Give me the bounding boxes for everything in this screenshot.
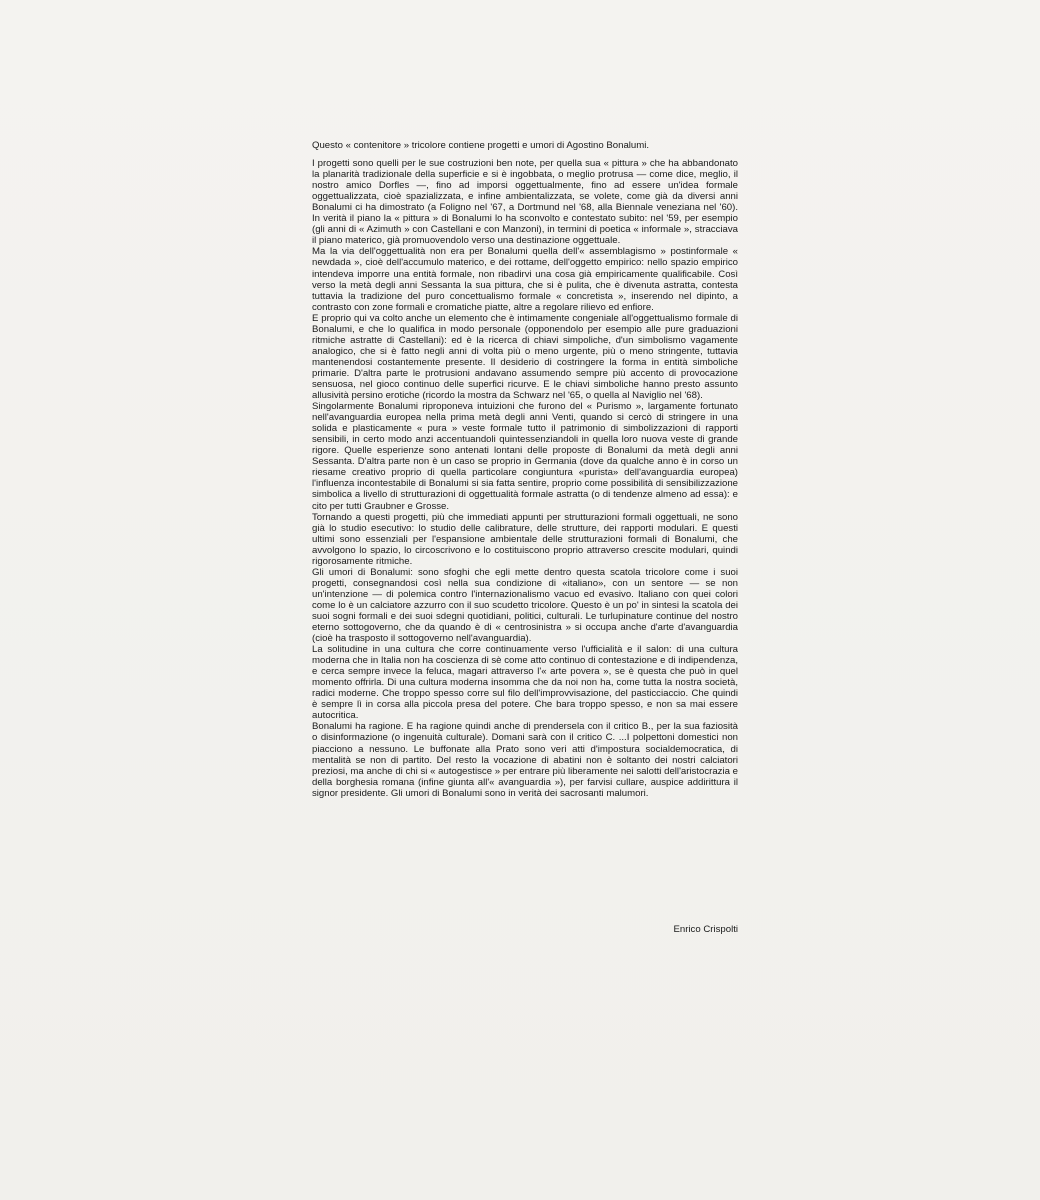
paragraph-3: E proprio qui va colto anche un elemento che è intimamente congeniale all'oggettualismo formale di Bonalumi, e che lo qualifica in modo personale (opponendolo per esempio alle pure graduazioni ritmiche astratte di Castellani): ed è la ricerca di chiavi simpoliche, d'un simbolismo vagamente analogico, che si è fatto negli anni di volta più o meno urgente, più o meno stringente, tuttavia mantenendosi costantemente presente. Il desiderio di costringere la forma in entità simboliche primarie. D'altra parte le protrusioni andavano assumendo sempre più accento di provocazione sensuosa, nel gioco continuo delle superfici ricurve. E le chiavi simboliche hanno presto assunto allusività persino erotiche (ricordo la mostra da Schwarz nel '65, o quella al Naviglio nel '68).	[312, 312, 738, 402]
paragraph-2: Ma la via dell'oggettualità non era per Bonalumi quella dell'« assemblagismo » postinformale « newdada », cioè dell'accumulo materico, e dei rottame, dell'oggetto empirico: nello spazio empirico intendeva imporre una entità formale, non ribadirvi una cosa già empiricamente qualificabile. Così verso la metà degli anni Sessanta la sua pittura, che si è pulita, che è divenuta astratta, contesta tuttavia la tradizione del puro concettualismo formale « concretista », inserendo nel dipinto, a contrasto con zone formali e cromatiche piatte, altre a regolare rilievo ed enfiore.	[312, 246, 738, 313]
opening-line: Questo « contenitore » tricolore contiene progetti e umori di Agostino Bonalumi.	[312, 140, 650, 151]
paragraph-5: Tornando a questi progetti, più che immediati appunti per strutturazioni formali oggettuali, ne sono già lo studio esecutivo: lo studio delle calibrature, delle strutture, dei rapporti modulari. E questi ultimi sono essenziali per l'espansione ambientale delle strutturazioni formali di Bonalumi, che avvolgono lo spazio, lo circoscrivono e lo costituiscono proprio attraverso crescite modulari, quindi rigorosamente ritmiche.	[312, 511, 738, 567]
paragraph-8: Bonalumi ha ragione. E ha ragione quindi anche di prendersela con il critico B., per la sua faziosità o disinformazione (o ingenuità culturale). Domani sarà con il critico C. ...I polpettoni domestici non piacciono a nessuno. Le buffonate alla Prato sono veri atti d'impostura socialdemocratica, di mentalità se non di partito. Del resto la vocazione di abatini non è soltanto dei nostri calciatori preziosi, ma anche di chi si « autogestisce » per entrare più liberamente nei salotti dell'aristocrazia e della borghesia romana (infine giunta all'« avanguardia »), per farvisi cullare, auspice addirittura il signor presidente. Gli umori di Bonalumi sono in verità dei sacrosanti malumori.	[312, 721, 738, 799]
paragraph-1: I progetti sono quelli per le sue costruzioni ben note, per quella sua « pittura » che ha abbandonato la planarità tradizionale della superficie e si è ingobbata, o meglio protrusa — come dice, meglio, il nostro amico Dorfles —, fino ad imporsi oggettualmente, fino ad essere un'idea formale oggettualizzata, cioè spazializzata, e infine ambientalizzata, se volete, come già da diversi anni Bonalumi ci ha dimostrato (a Foligno nel '67, a Dortmund nel '68, alla Biennale veneziana nel '60). In verità il piano la « pittura » di Bonalumi lo ha sconvolto e contestato subito: nel '59, per esempio (gli anni di « Azimuth » con Castellani e con Manzoni), in termini di poetica « informale », stracciava il piano materico, già promuovendolo verso una destinazione oggettuale.	[312, 158, 738, 247]
author-signature: Enrico Crispolti	[673, 924, 738, 935]
essay-text	[312, 140, 738, 799]
paragraph-6: Gli umori di Bonalumi: sono sfoghi che egli mette dentro questa scatola tricolore come i suoi progetti, consegnandosi così nella sua condizione di «italiano», con un sentore — se non un'intenzione — di polemica contro l'internazionalismo vacuo ed evasivo. Italiano con quei colori come lo è un calciatore azzurro con il suo scudetto tricolore. Questo è un po' in sintesi la scatola dei suoi sogni formali e dei suoi sdegni quotidiani, politici, culturali. Le turlupinature continue del nostro eterno sottogoverno, che da quando è di « centrosinistra » si occupa anche d'arte d'avanguardia (cioè ha trasposto il sottogoverno nell'avanguardia).	[312, 566, 738, 645]
paragraph-4: Singolarmente Bonalumi riproponeva intuizioni che furono del « Purismo », largamente fortunato nell'avanguardia europea nella prima metà degli anni Venti, quando si cercò di stringere in una solida e plasticamente « pura » veste formale tutto il patrimonio di simbolizzazioni di rapporti sensibili, in certo modo anzi accentuandoli quintessenziandoli in quella loro nuova veste di grande rigore. Quelle esperienze sono antenati lontani delle proposte di Bonalumi da metà degli anni Sessanta. D'altra parte non è un caso se proprio in Germania (dove da qualche anno è in corso un riesame creativo proprio di quella particolare congiuntura «purista» dell'avanguardia europea) l'influenza incontestabile di Bonalumi si sia fatta sentire, proprio come possibilità di sensibilizzazione simbolica a livello di strutturazioni di oggettualità formale astratta (o di tendenze almeno ad essa): e cito per tutti Graubner e Grosse.	[312, 401, 738, 512]
paragraph-7: La solitudine in una cultura che corre continuamente verso l'ufficialità e il salon: di una cultura moderna che in Italia non ha coscienza di sè come atto continuo di contestazione e di indipendenza, e cerca sempre invece la feluca, magari attraverso l'« arte povera », se è questa che può in quel momento offrirla. Di una cultura moderna insomma che da noi non ha, come tutta la nostra società, radici moderne. Che troppo spesso corre sul filo dell'improvvisazione, del pasticciaccio. Che quindi è sempre lì in corsa alla piccola presa del potere. Che bara troppo spesso, e non sa mai essere autocritica.	[312, 644, 738, 722]
